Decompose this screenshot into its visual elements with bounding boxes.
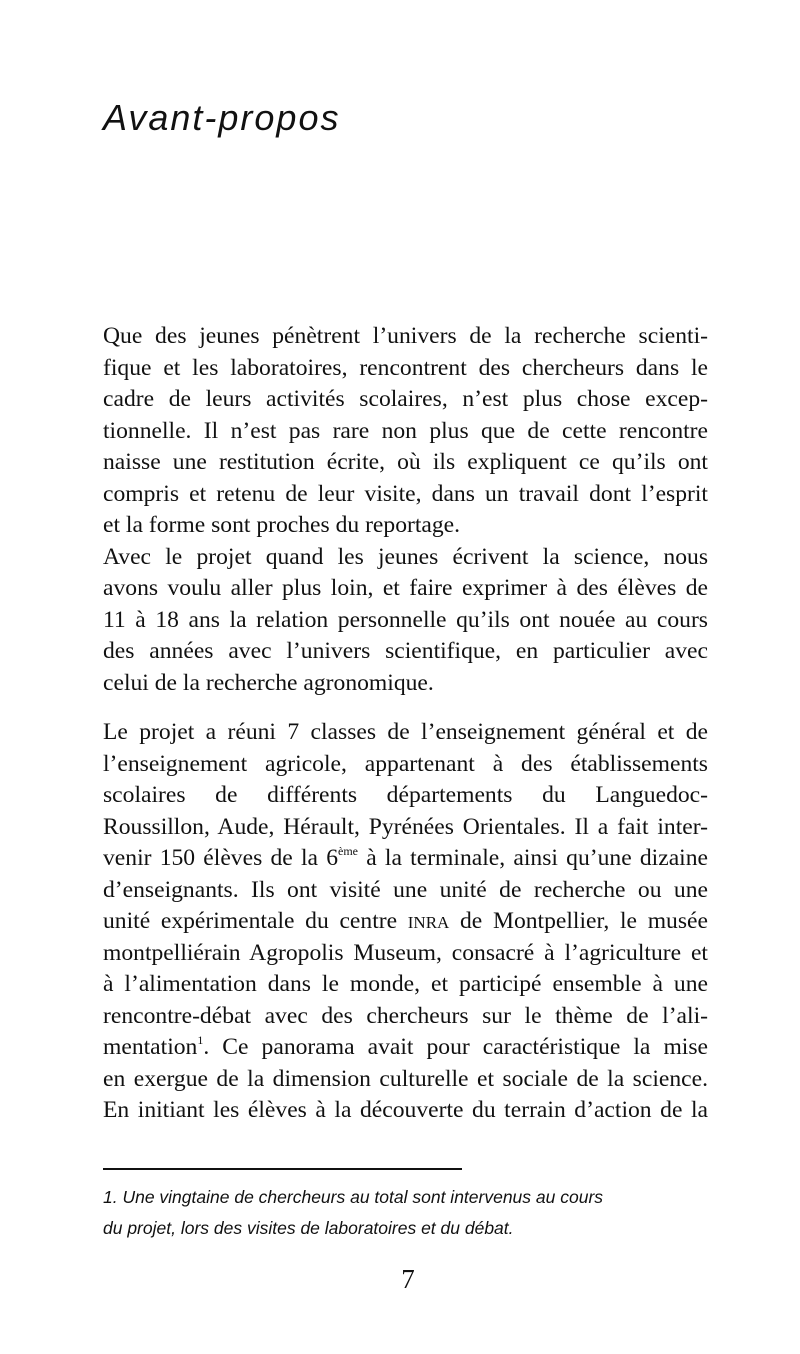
text-segment: l’enseignement agricole, appartenant à des établissements (103, 750, 708, 777)
text-segment: venir 150 élèves de la 6 (103, 845, 339, 871)
text-segment: à la terminale, ainsi qu’une dizaine (358, 845, 709, 871)
text-line (103, 969, 708, 1001)
text-segment: avons voulu aller plus loin, et faire exprimer à des élèves de (103, 575, 708, 601)
text-line (103, 906, 708, 938)
superscript: 1 (197, 1033, 204, 1047)
text-segment: de Montpellier, le musée (449, 908, 708, 934)
text-line (103, 447, 708, 479)
text-segment: naisse une restitution écrite, où ils expliquent ce qu’ils ont (103, 449, 708, 475)
text-segment: cadre de leurs activités scolaires, n’est plus chose excep- (103, 386, 708, 412)
text-segment: à l’alimentation dans le monde, et participé ensemble à une (103, 971, 708, 997)
text-segment: Roussillon, Aude, Hérault, Pyrénées Orientales. Il a fait inter- (103, 813, 708, 840)
text-line (103, 1001, 708, 1033)
footnote-line: 1. Une vingtaine de chercheurs au total sont intervenus au cours (103, 1187, 604, 1207)
text-line (103, 384, 708, 416)
text-line (103, 875, 708, 907)
text-segment: rencontre-débat avec des chercheurs sur le thème de l’ali- (103, 1002, 708, 1029)
text-segment: montpelliérain Agropolis Museum, consacré à l’agriculture et (103, 939, 708, 966)
text-segment: et la forme sont proches du reportage. (103, 512, 461, 538)
text-line (103, 717, 708, 749)
text-line (103, 1095, 708, 1127)
text-segment: Le projet a réuni 7 classes de l’enseignement général et de (103, 719, 708, 745)
text-segment: compris et retenu de leur visite, dans un travail dont l’esprit (103, 480, 708, 507)
text-segment: unité expérimentale du centre (103, 908, 408, 934)
text-line (103, 938, 708, 970)
text-line (103, 668, 708, 700)
text-segment: en exergue de la dimension culturelle et sociale de la science. (103, 1065, 708, 1092)
text-line (103, 812, 708, 844)
text-line (103, 749, 708, 781)
text-segment: Avec le projet quand les jeunes écrivent la science, nous (103, 543, 708, 570)
text-line (103, 636, 708, 668)
page-number: 7 (401, 1264, 415, 1294)
text-segment: Que des jeunes pénètrent l’univers de la recherche scienti- (103, 323, 708, 349)
footnote-line: du projet, lors des visites de laboratoires et du débat. (103, 1218, 514, 1238)
text-segment: celui de la recherche agronomique. (103, 669, 434, 696)
text-line (103, 321, 708, 353)
text-segment: des années avec l’univers scientifique, en particulier avec (103, 638, 708, 664)
text-line (103, 1064, 708, 1096)
text-segment: tionnelle. Il n’est pas rare non plus que de cette rencontre (103, 417, 708, 444)
text-line (103, 416, 708, 448)
body-paragraph-2 (103, 717, 708, 1127)
text-line (103, 353, 708, 385)
text-segment: 11 à 18 ans la relation personnelle qu’ils ont nouée au cours (103, 606, 708, 633)
text-segment: mentation (103, 1034, 198, 1060)
text-segment: . Ce panorama avait pour caractéristique la mise (203, 1034, 708, 1060)
text-segment: En initiant les élèves à la découverte du terrain d’action de la (103, 1097, 708, 1123)
text-line (103, 1032, 708, 1064)
text-segment: fique et les laboratoires, rencontrent des chercheurs dans le (103, 354, 708, 381)
text-line (103, 479, 708, 511)
text-line (103, 605, 708, 637)
footnote-divider (103, 1168, 462, 1170)
text-line (103, 542, 708, 574)
superscript: ème (338, 844, 359, 858)
small-caps-text: INRA (407, 913, 450, 932)
text-segment: d’enseignants. Ils ont visité une unité de recherche ou une (103, 876, 708, 903)
body-paragraph-1 (103, 321, 708, 699)
footnote (103, 1182, 723, 1244)
chapter-title: Avant-propos (103, 97, 341, 138)
text-line (103, 780, 708, 812)
text-line (103, 573, 708, 605)
text-line (103, 510, 708, 542)
text-segment: scolaires de différents départements du Languedoc- (103, 782, 708, 808)
text-line (103, 843, 708, 875)
